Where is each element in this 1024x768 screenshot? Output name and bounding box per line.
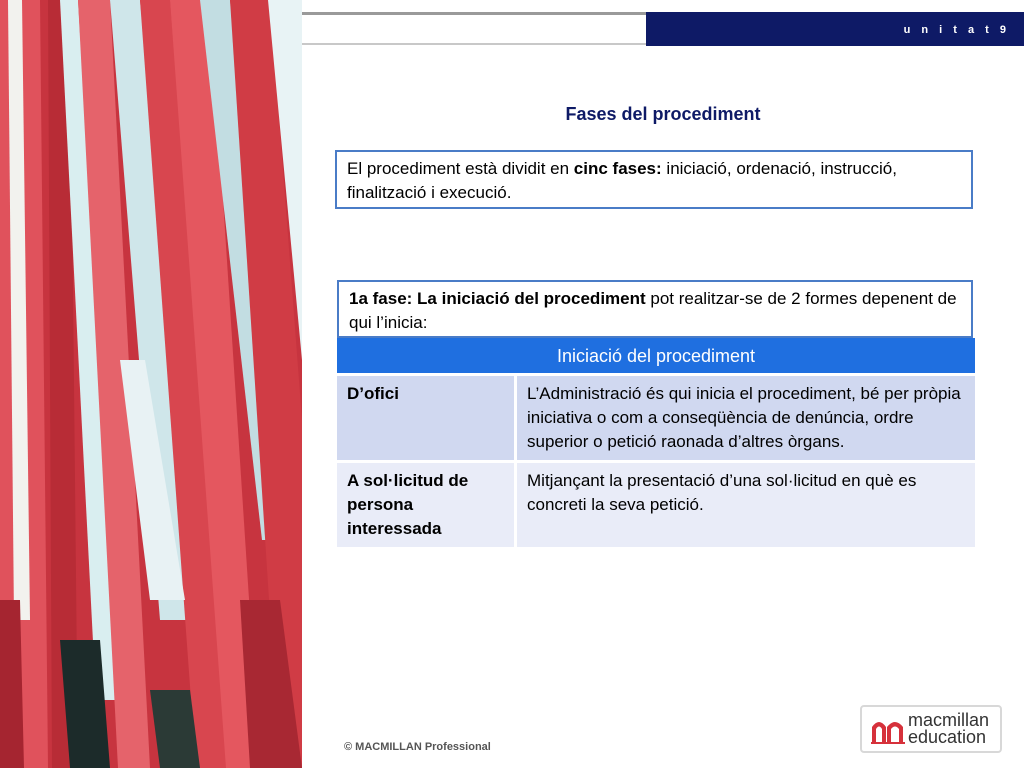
header-blue-bar [646,12,1024,46]
macmillan-logo-icon [870,715,906,745]
intro-prefix: El procediment està dividit en [347,159,574,178]
table-header: Iniciació del procediment [337,338,975,376]
intro-bold: cinc fases: [573,159,662,178]
initiation-table [337,338,975,547]
phase-suffix: pot realitzar-se de 2 formes depenent de qui l’inicia: [349,289,957,332]
intro-suffix: iniciació, ordenació, instrucció, finalització i execució. [347,159,897,202]
phase-box [337,280,973,338]
copyright: © MACMILLAN Professional [344,741,491,753]
slide-title: Fases del procediment [565,104,761,124]
row-description: L’Administració és qui inicia el procediment, bé per pròpia iniciativa o com a conseqüència de denúncia, ordre superior o petició raonada d’altres òrgans. [517,376,975,463]
header-white-bar [302,15,646,45]
row-description: Mitjançant la presentació d’una sol·licitud en què es concreti la seva petició. [517,463,975,547]
macmillan-logo [860,705,1002,753]
phase-bold: 1a fase: La iniciació del procediment [349,289,646,308]
intro-box [335,150,973,209]
row-type: A sol·licitud de persona interessada [337,463,517,547]
folders-photo [0,0,302,768]
table-row [337,463,975,547]
table-row [337,376,975,463]
logo-line2: education [908,727,987,747]
unit-label: u n i t a t 9 [903,24,1010,36]
table-header-row [337,338,975,376]
logo-line1: macmillan [908,710,990,730]
row-type: D’ofici [337,376,517,463]
